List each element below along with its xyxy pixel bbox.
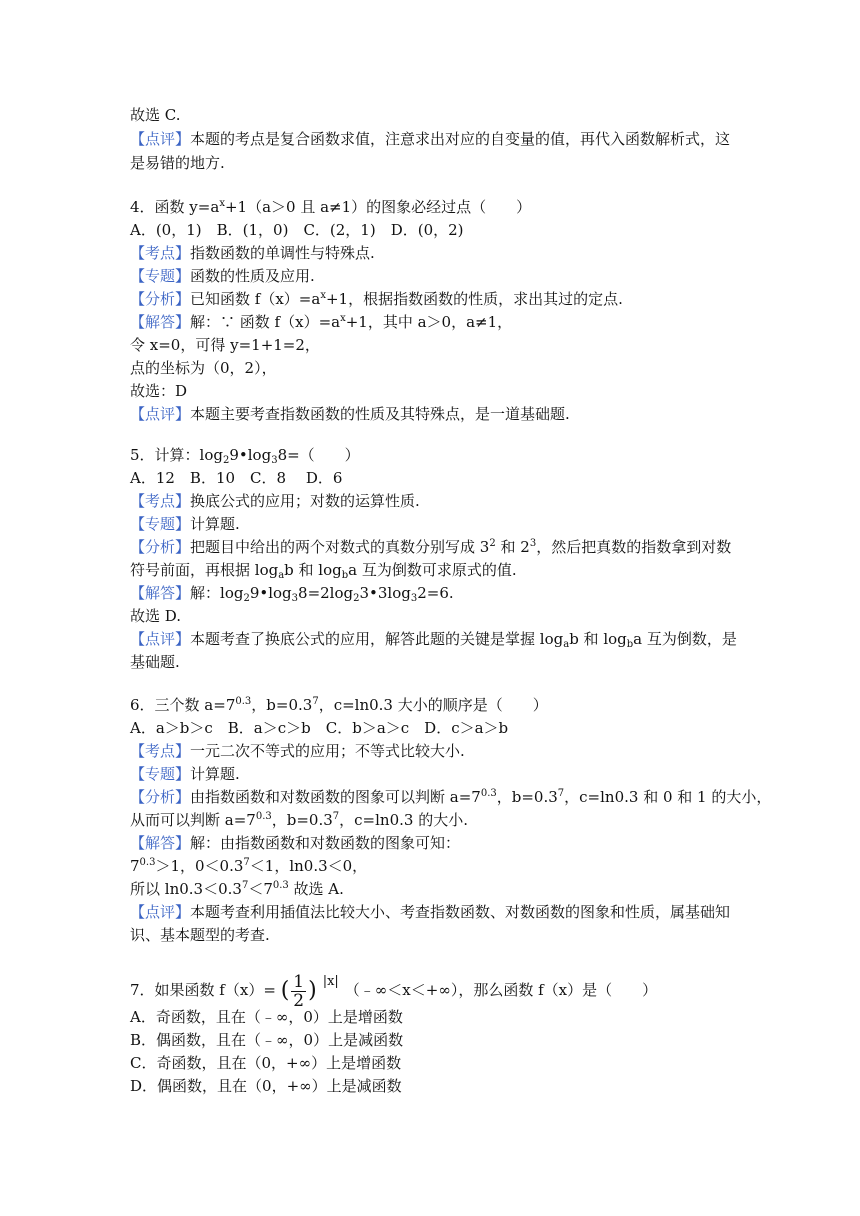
q5-options: A．12 B．10 C．8 D．6 <box>130 469 343 487</box>
prev-answer <box>130 104 180 126</box>
q7-option-c: C．奇函数，且在（0，+∞）上是增函数 <box>130 1054 402 1072</box>
comment-text: 本题的考点是复合函数求值，注意求出对应的自变量的值，再代入函数解析式，这 <box>190 130 731 148</box>
q5-zhuanti: 【专题】计算题. <box>130 515 240 533</box>
q5-kaodian: 【考点】换底公式的应用；对数的运算性质. <box>130 492 420 510</box>
q4-stem: 4．函数 $y=a^x+1(a>0$ 且 a≠1）的图象必经过点（ ） <box>130 198 532 216</box>
q5-fenxi: 【分析】把题目中给出的两个对数式的真数分别写成 $3^2$ 和 $2^3$，然后把真数的指数拿到对数 <box>130 538 732 556</box>
q4-jieda: 【解答】解：∵ 函数 $f(x)=a^x+1$，其中 a＞0，a≠1， <box>130 313 513 331</box>
q5-dianping: 【点评】本题考查了换底公式的应用，解答此题的关键是掌握 $\log_ab$ 和 $\log_ba$ 互为倒数，是 <box>130 630 737 650</box>
q6-stem: 6．三个数 $a=7^{0.3}$，$b=0.3^7$，c=ln0.3 大小的顺序是（ ） <box>130 696 548 714</box>
q6-jieda: 【解答】解：由指数函数和对数函数的图象可知： <box>130 834 461 852</box>
q6-dianping: 【点评】本题考查利用插值法比较大小、考查指数函数、对数函数的图象和性质，属基础知 <box>130 903 731 921</box>
q6-step: $7^{0.3}>1$，$0<0.3^7<1$，ln0.3＜0， <box>130 857 368 875</box>
q6-step: 所以 $\ln 0.3<0.3^7<7^{0.3}$ 故选 A. <box>130 880 344 898</box>
q5-dianping-cont: 基础题. <box>130 653 180 671</box>
q4-options: A．(0，1) B．(1，0) C．(2，1) D．(0，2) <box>130 221 464 239</box>
q4-kaodian: 【考点】指数函数的单调性与特殊点. <box>130 244 375 262</box>
q7-option-d: D．偶函数，且在（0，+∞）上是减函数 <box>130 1077 402 1095</box>
prev-comment <box>130 128 730 150</box>
answer-text: 故选 C. <box>130 106 181 124</box>
q6-dianping-cont: 识、基本题型的考查. <box>130 926 270 944</box>
q6-options: A．a＞b＞c B．a＞c＞b C．b＞a＞c D．c＞a＞b <box>130 719 509 737</box>
q5-fenxi-cont: 符号前面，再根据 $\log_ab$ 和 $\log_ba$ 互为倒数可求原式的值. <box>130 561 517 581</box>
q5-stem: 5．计算：$\log_29•\log_38=$（ ） <box>130 446 360 466</box>
q4-zhuanti: 【专题】函数的性质及应用. <box>130 267 315 285</box>
q6-zhuanti: 【专题】计算题. <box>130 765 240 783</box>
q6-kaodian: 【考点】一元二次不等式的应用；不等式比较大小. <box>130 742 465 760</box>
q6-fenxi: 【分析】由指数函数和对数函数的图象可以判断 $a=7^{0.3}$，$b=0.3^7$，c=ln0.3 和 0 和 1 的大小， <box>130 788 772 806</box>
q4-step: 点的坐标为（0，2）， <box>130 359 277 377</box>
comment-tag: 【点评】 <box>130 130 191 148</box>
q7-option-b: B．偶函数，且在（﹣∞，0）上是减函数 <box>130 1031 404 1049</box>
q4-fenxi: 【分析】已知函数 $f(x)=a^x+1$，根据指数函数的性质，求出其过的定点. <box>130 290 623 308</box>
prev-comment-cont <box>130 152 225 174</box>
comment-text: 是易错的地方. <box>130 154 225 172</box>
q4-dianping: 【点评】本题主要考查指数函数的性质及其特殊点，是一道基础题. <box>130 405 570 423</box>
q5-step: 故选 D. <box>130 607 182 625</box>
q6-fenxi-cont: 从而可以判断 $a=7^{0.3}$，$b=0.3^7$，c=ln0.3 的大小. <box>130 811 468 829</box>
q4-step: 令 x=0，可得 y=1+1=2， <box>130 336 320 354</box>
q7-option-a: A．奇函数，且在（﹣∞，0）上是增函数 <box>130 1008 403 1026</box>
q4-step: 故选：D <box>130 382 188 400</box>
q7-stem: 7．如果函数 f（x）= ( $\frac{1}{2}$ ) |x| （﹣∞＜x＜+∞），那么函数 f（x）是（ ） <box>130 971 658 1011</box>
fraction: $\frac{1}{2}$ <box>293 971 305 1011</box>
q5-jieda: 【解答】解：$\log_29•\log_38=2\log_23•3\log_32=6$. <box>130 584 454 604</box>
